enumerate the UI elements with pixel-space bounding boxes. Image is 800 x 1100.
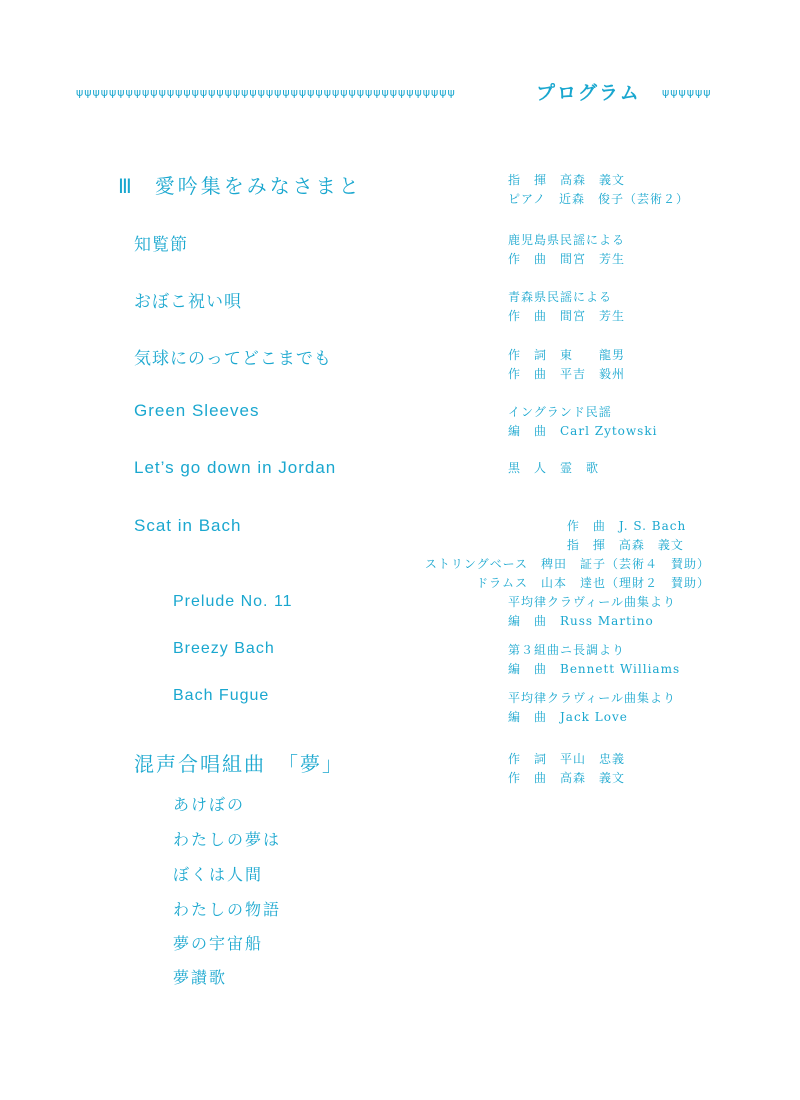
credit-line: 黒 人 霊 歌	[508, 461, 600, 475]
credit-line: 編 曲 Bennett Williams	[508, 662, 681, 676]
credit-line: 指 揮 高森 義文	[566, 538, 684, 552]
piece-credits	[508, 641, 680, 679]
piece-title: Bach Fugue	[173, 687, 270, 704]
piece-title: Prelude No. 11	[173, 593, 293, 610]
piano-credit: ピアノ 近森 俊子（芸術２）	[508, 192, 690, 206]
section-heading	[118, 170, 362, 199]
credit-line: 作 詞 東 龍男	[508, 348, 626, 362]
ornament-left: ψψψψψψψψψψψψψψψψψψψψψψψψψψψψψψψψψψψψψψψψψψψψψψ	[76, 86, 456, 99]
credit-line: 作 曲 間宮 芳生	[508, 252, 626, 266]
credit-line: 青森県民謡による	[508, 290, 613, 304]
section-title: 愛吟集をみなさまと	[154, 174, 362, 198]
movement-title: あけぼの	[173, 795, 246, 814]
song-credits	[508, 403, 657, 441]
page-title: プログラム	[536, 82, 641, 104]
movement-title: ぼくは人間	[173, 865, 264, 884]
section-credits	[508, 171, 689, 209]
credit-line: 編 曲 Jack Love	[508, 710, 628, 724]
song-title: おぼこ祝い唄	[134, 292, 242, 312]
song-title: 気球にのってどこまでも	[134, 349, 332, 369]
song-title: 知覧節	[134, 235, 188, 255]
piece-credits	[508, 593, 676, 631]
credit-line: ストリングベース 稗田 証子（芸術４ 賛助）	[424, 557, 710, 571]
piece-title: Breezy Bach	[173, 640, 275, 657]
section-number: Ⅲ	[118, 176, 133, 198]
credit-line: 作 曲 J. S. Bach	[566, 519, 687, 533]
movement-title: わたしの物語	[173, 900, 282, 919]
credit-line: 平均律クラヴィール曲集より	[508, 595, 677, 609]
song-credits	[508, 288, 625, 326]
suite-title: 混声合唱組曲 「夢」	[134, 752, 344, 776]
ornament-right: ψψψψψψ	[662, 86, 712, 99]
credit-line: 鹿児島県民謡による	[508, 233, 626, 247]
song-credits	[425, 517, 710, 593]
credit-line: イングランド民謡	[508, 405, 612, 419]
credit-line: 作 曲 高森 義文	[508, 771, 626, 785]
song-credits	[508, 346, 625, 384]
song-credits	[508, 459, 599, 478]
credit-line: 編 曲 Russ Martino	[508, 614, 654, 628]
credit-line: 作 曲 平吉 毅州	[508, 367, 626, 381]
credit-line: 作 詞 平山 忠義	[508, 752, 626, 766]
conductor-credit: 指 揮 高森 義文	[508, 173, 626, 187]
song-title: Green Sleeves	[134, 401, 260, 420]
song-credits	[508, 231, 625, 269]
song-title: Scat in Bach	[134, 516, 242, 535]
movement-title: 夢讃歌	[173, 968, 228, 987]
movement-title: 夢の宇宙船	[173, 934, 264, 953]
song-title: Let’s go down in Jordan	[134, 458, 337, 477]
credit-line: 第３組曲ニ長調より	[508, 643, 626, 657]
credit-line: ドラムス 山本 達也（理財２ 賛助）	[476, 576, 710, 590]
credit-line: 作 曲 間宮 芳生	[508, 309, 626, 323]
credit-line: 平均律クラヴィール曲集より	[508, 691, 677, 705]
movement-title: わたしの夢は	[173, 830, 282, 849]
suite-credits	[508, 750, 625, 788]
credit-line: 編 曲 Carl Zytowski	[508, 424, 658, 438]
piece-credits	[508, 689, 676, 727]
